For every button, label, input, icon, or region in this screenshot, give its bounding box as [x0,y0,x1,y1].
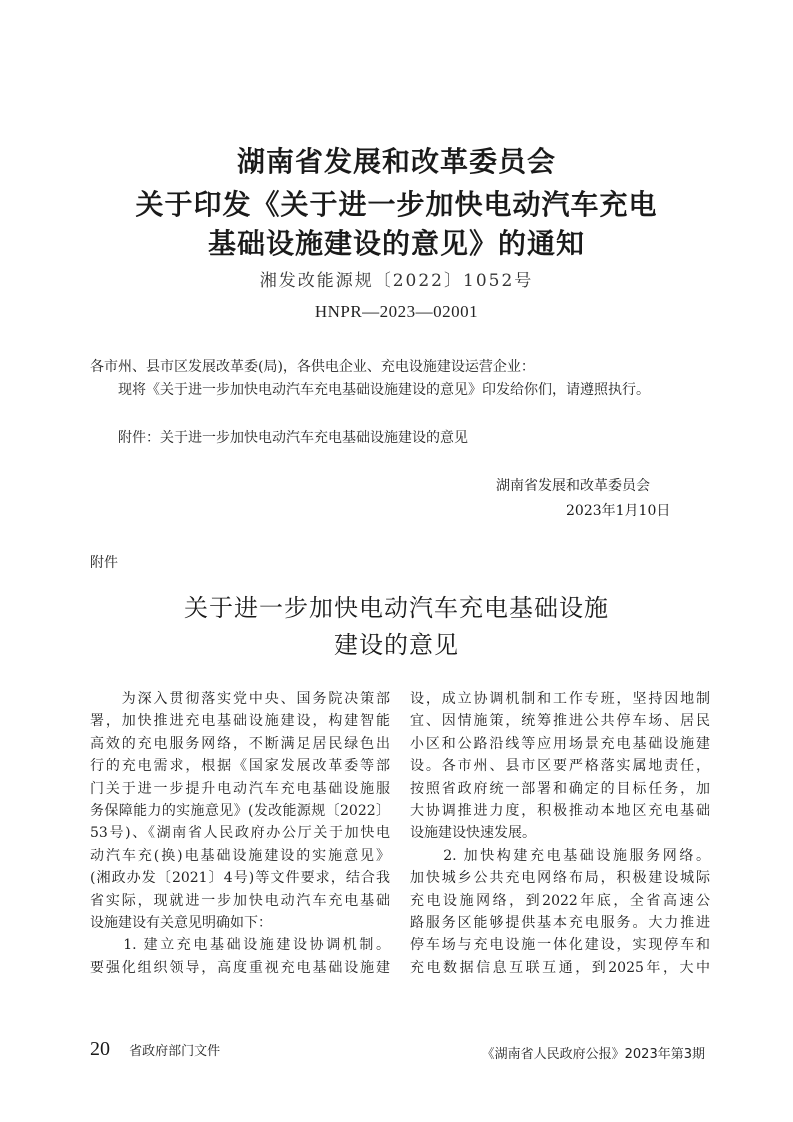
text-line: 务保障能力的实施意见》(发改能源规〔2022〕 [90,802,390,819]
footer-publication: 《湖南省人民政府公报》2023年第3期 [481,1047,705,1062]
notice-title-line2: 关于印发《关于进一步加快电动汽车充电 [135,188,658,221]
text-line: 为深入贯彻落实党中央、国务院决策部 [90,691,390,707]
text-line: 路服务区能够提供基本充电服务。大力推进 [410,914,710,931]
page-number: 20 [90,1038,110,1060]
text-line: 1. 建立充电基础设施建设协调机制。 [90,937,390,954]
hnpr-code: HNPR—2023—02001 [314,302,479,321]
issuer-signature: 湖南省发展和改革委员会 [496,478,650,494]
text-line: 加快城乡公共充电网络布局，积极建设城际 [410,870,710,887]
text-line: 设施建设快速发展。 [410,825,536,842]
text-line: 署，加快推进充电基础设施建设，构建智能 [90,713,390,730]
footer-section: 省政府部门文件 [129,1044,221,1059]
text-line: 2. 加快构建充电基础设施服务网络。 [410,847,710,864]
text-line: 停车场与充电设施一体化建设，实现停车和 [410,937,710,954]
text-line: 53号)、《湖南省人民政府办公厅关于加快电 [90,825,390,842]
notice-body: 现将《关于进一步加快电动汽车充电基础设施建设的意见》印发给你们，请遵照执行。 [118,382,650,398]
text-line: 门关于进一步提升电动汽车充电基础设施服 [90,780,390,797]
right-text-column [410,688,710,979]
text-line: 宜、因情施策，统筹推进公共停车场、居民 [410,713,710,730]
issue-date: 2023年1月10日 [566,503,671,519]
text-line: 充电设施网络，到2022年底，全省高速公 [410,892,710,909]
notice-title-line1: 湖南省发展和改革委员会 [236,145,556,178]
attachment-reference: 附件：关于进一步加快电动汽车充电基础设施建设的意见 [118,430,468,446]
text-line: 按照省政府统一部署和确定的目标任务，加 [410,780,710,797]
text-line: 省实际，现就进一步加快电动汽车充电基础 [90,892,390,909]
left-text-column [90,688,390,979]
addressee: 各市州、县市区发展改革委(局)，各供电企业、充电设施建设运营企业： [90,359,535,375]
text-line: 高效的充电服务网络，不断满足居民绿色出 [90,735,390,752]
annex-title-line2: 建设的意见 [334,631,459,659]
text-line: 设。各市州、县市区要严格落实属地责任， [410,758,710,775]
text-line: 行的充电需求，根据《国家发展改革委等部 [90,758,390,775]
text-line: 小区和公路沿线等应用场景充电基础设施建 [410,735,710,752]
text-line: 要强化组织领导，高度重视充电基础设施建 [90,959,390,976]
annex-label: 附件 [90,555,118,571]
document-number: 湘发改能源规〔2022〕1052号 [259,271,534,291]
text-line: 大协调推进力度，积极推动本地区充电基础 [410,802,710,819]
notice-title-line3: 基础设施建设的意见》的通知 [207,227,585,260]
footer-left [90,1038,220,1061]
text-line: 设施建设有关意见明确如下： [90,914,272,931]
text-line: 设，成立协调机制和工作专班，坚持因地制 [410,691,710,707]
text-line: 动汽车充(换)电基础设施建设的实施意见》 [90,847,390,864]
annex-title-line1: 关于进一步加快电动汽车充电基础设施 [184,594,609,622]
text-line: 充电数据信息互联互通，到2025年，大中 [410,959,710,976]
text-line: (湘政办发〔2021〕4号)等文件要求，结合我 [90,870,390,887]
